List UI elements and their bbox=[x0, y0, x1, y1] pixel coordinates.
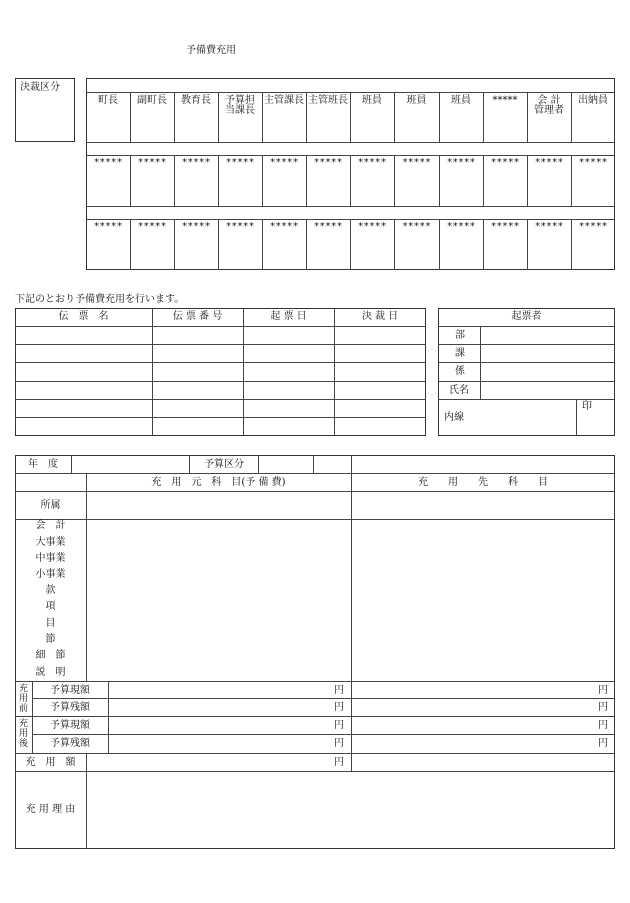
form-rule bbox=[15, 681, 615, 682]
form-rule bbox=[258, 455, 259, 473]
drafter-extension-label: 内線 bbox=[444, 412, 464, 423]
voucher-row-rule bbox=[15, 381, 426, 382]
approval-row2-cell: ***** bbox=[269, 157, 299, 168]
account-item-3: 中事業 bbox=[35, 553, 66, 564]
approval-row2-cell: ***** bbox=[534, 157, 564, 168]
form-rule bbox=[15, 519, 615, 520]
approval-row2-cell: ***** bbox=[402, 157, 431, 168]
affiliation-label: 所属 bbox=[40, 500, 61, 511]
approval-row2-cell: ***** bbox=[93, 157, 123, 168]
before-remaining-label: 予算残額 bbox=[50, 702, 90, 713]
drafter-section-label: 課 bbox=[455, 348, 465, 359]
before-label-char: 前 bbox=[18, 704, 28, 714]
before-label-char: 充 bbox=[18, 684, 28, 694]
approval-title-4: 当課長 bbox=[225, 105, 255, 116]
drafter-col-rule bbox=[480, 326, 481, 399]
transfer-reason-label: 充 用 理 由 bbox=[25, 804, 76, 815]
voucher-col-rule bbox=[243, 308, 244, 436]
form-rule bbox=[15, 716, 615, 717]
form-rule bbox=[15, 491, 615, 492]
approval-row3-cell: ***** bbox=[313, 221, 343, 232]
voucher-row-rule bbox=[15, 344, 426, 345]
voucher-col-rule bbox=[334, 308, 335, 436]
drafter-row-rule bbox=[438, 344, 615, 345]
after-label-char: 充 bbox=[18, 719, 28, 729]
approval-title-5: 主管課長 bbox=[264, 95, 304, 106]
account-item-8: 節 bbox=[45, 634, 56, 645]
yen-unit-source: 円 bbox=[334, 757, 344, 768]
account-item-6: 項 bbox=[45, 601, 56, 612]
approval-row3-cell: ***** bbox=[534, 221, 564, 232]
approval-row3-cell: ***** bbox=[181, 221, 211, 232]
destination-account-header: 充 用 先 科 目 bbox=[418, 477, 548, 488]
approval-row2-cell: ***** bbox=[446, 157, 476, 168]
approval-title-8: 班員 bbox=[406, 95, 427, 106]
voucher-header-1: 伝 票 名 bbox=[58, 311, 109, 322]
yen-unit-source: 円 bbox=[334, 738, 344, 749]
after-remaining-label: 予算残額 bbox=[50, 738, 90, 749]
approval-row3-cell: ***** bbox=[357, 221, 387, 232]
approval-title-3: 教育長 bbox=[181, 95, 211, 106]
voucher-header-2: 伝 票 番 号 bbox=[172, 311, 223, 322]
drafter-seal-label: 印 bbox=[582, 401, 592, 412]
approval-title-10: ***** bbox=[492, 95, 518, 106]
approval-row2-cell: ***** bbox=[357, 157, 387, 168]
voucher-header-3: 起 票 日 bbox=[270, 311, 307, 322]
approval-row3-cell: ***** bbox=[137, 221, 167, 232]
drafter-title: 起票者 bbox=[511, 311, 542, 322]
approval-row3-cell: ***** bbox=[269, 221, 299, 232]
approval-title-9: 班員 bbox=[451, 95, 471, 106]
approval-row3-cell: ***** bbox=[446, 221, 476, 232]
approval-title-6: 主管班長 bbox=[308, 95, 348, 106]
form-rule bbox=[108, 681, 109, 753]
budget-category-label: 予算区分 bbox=[204, 459, 244, 470]
account-item-2: 大事業 bbox=[35, 537, 66, 548]
after-current-label: 予算現額 bbox=[50, 720, 90, 731]
account-item-9: 細 節 bbox=[35, 650, 66, 661]
approval-rule bbox=[86, 142, 615, 143]
approval-row3-cell: ***** bbox=[93, 221, 123, 232]
approval-title-7: 班員 bbox=[362, 95, 382, 106]
approval-row3-cell: ***** bbox=[225, 221, 255, 232]
drafter-unit-label: 係 bbox=[455, 366, 465, 377]
yen-unit-source: 円 bbox=[334, 685, 344, 696]
drafter-row-rule bbox=[438, 326, 615, 327]
source-account-header: 充 用 元 科 目(予 備 費) bbox=[151, 477, 286, 488]
account-item-1: 会 計 bbox=[35, 520, 66, 531]
voucher-row-rule bbox=[15, 417, 426, 418]
approval-title-4: 予算担 bbox=[225, 95, 255, 106]
drafter-name-label: 氏名 bbox=[449, 385, 469, 396]
drafter-dept-label: 部 bbox=[455, 330, 465, 341]
approval-rule bbox=[86, 206, 615, 207]
form-rule bbox=[189, 455, 190, 473]
account-item-4: 小事業 bbox=[35, 569, 66, 580]
account-item-7: 目 bbox=[45, 618, 56, 629]
approval-row3-cell: ***** bbox=[402, 221, 431, 232]
approval-row2-cell: ***** bbox=[490, 157, 520, 168]
approval-category-label: 決裁区分 bbox=[20, 82, 60, 93]
fiscal-year-label: 年 度 bbox=[28, 459, 58, 470]
approval-title-12: 出納員 bbox=[578, 95, 608, 106]
drafter-col-rule bbox=[576, 399, 577, 436]
approval-row3-cell: ***** bbox=[490, 221, 520, 232]
form-label-rule bbox=[86, 473, 87, 681]
form-rule bbox=[15, 473, 615, 474]
approval-row2-cell: ***** bbox=[225, 157, 255, 168]
voucher-col-rule bbox=[152, 308, 153, 436]
approval-row2-cell: ***** bbox=[578, 157, 608, 168]
after-label-char: 用 bbox=[18, 729, 28, 739]
yen-unit-destination: 円 bbox=[598, 720, 608, 731]
form-mid-rule bbox=[351, 455, 352, 771]
drafter-row-rule bbox=[438, 399, 615, 400]
voucher-header-4: 決 裁 日 bbox=[361, 311, 399, 322]
approval-row2-cell: ***** bbox=[313, 157, 343, 168]
account-item-10: 説 明 bbox=[35, 667, 66, 678]
voucher-row-rule bbox=[15, 326, 426, 327]
yen-unit-source: 円 bbox=[334, 720, 344, 731]
form-outer bbox=[15, 455, 615, 849]
approval-title-1: 町長 bbox=[98, 95, 118, 106]
approval-title-11: 管理者 bbox=[534, 105, 564, 116]
approval-title-11: 会 計 bbox=[537, 95, 561, 106]
approval-row2-cell: ***** bbox=[181, 157, 211, 168]
after-label-char: 後 bbox=[18, 739, 28, 749]
form-rule bbox=[71, 455, 72, 473]
form-rule bbox=[32, 698, 615, 699]
approval-row2-cell: ***** bbox=[137, 157, 167, 168]
form-rule bbox=[313, 455, 314, 473]
page-title: 予備費充用 bbox=[186, 45, 236, 56]
drafter-row-rule bbox=[438, 362, 615, 363]
yen-unit-destination: 円 bbox=[598, 685, 608, 696]
approval-title-2: 副町長 bbox=[137, 95, 167, 106]
form-rule bbox=[15, 753, 615, 754]
yen-unit-destination: 円 bbox=[598, 702, 608, 713]
approval-row3-cell: ***** bbox=[578, 221, 608, 232]
intro-text: 下記のとおり予備費充用を行います。 bbox=[15, 294, 185, 305]
form-label-rule bbox=[86, 753, 87, 849]
yen-unit-source: 円 bbox=[334, 702, 344, 713]
voucher-row-rule bbox=[15, 399, 426, 400]
form-rule bbox=[32, 734, 615, 735]
before-current-label: 予算現額 bbox=[50, 685, 90, 696]
before-label-char: 用 bbox=[18, 694, 28, 704]
form-rule bbox=[15, 771, 615, 772]
transfer-amount-label: 充 用 額 bbox=[25, 757, 76, 768]
yen-unit-destination: 円 bbox=[598, 738, 608, 749]
drafter-row-rule bbox=[438, 381, 615, 382]
voucher-row-rule bbox=[15, 362, 426, 363]
account-item-5: 款 bbox=[45, 585, 56, 596]
